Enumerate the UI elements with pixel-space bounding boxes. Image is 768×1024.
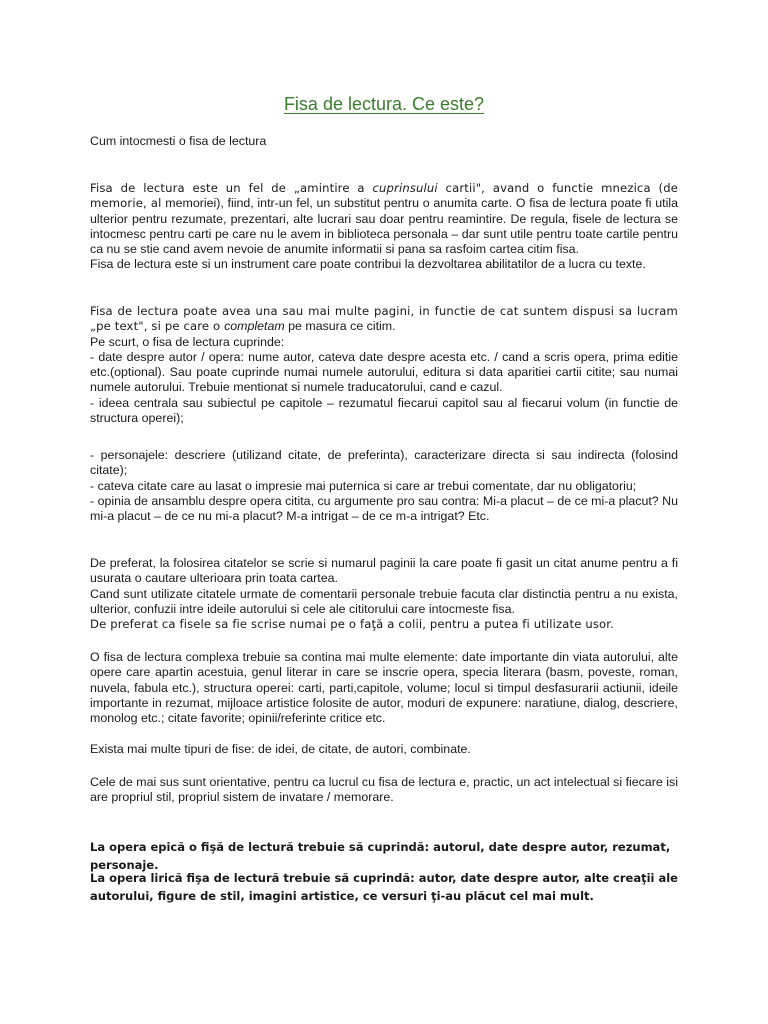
paragraph-definition — [90, 181, 678, 273]
definition-lead-tail: cartii", avand o functie mnezica (de memorie, al — [90, 181, 678, 211]
citations-c: De preferat ca fisele sa fie scrise numai pe o faţă a colii, pentru a putea fi utilizate usor. — [90, 617, 614, 632]
definition-emphasis: cuprinsului — [372, 181, 438, 195]
list-item: - personajele: descriere (utilizand citate, de preferinta), caracterizare directa si sau indirecta (folosind citate); — [90, 448, 678, 478]
contents-lead-tail: pe masura ce citim. — [284, 319, 396, 334]
paragraph-orientative: Cele de mai sus sunt orientative, pentru ca lucrul cu fisa de lectura e, practic, un act intelectual si fiecare isi are propriul stil, propriul sistem de invatare / memorare. — [90, 775, 678, 805]
definition-body: memoriei), fiind, intr-un fel, un substitut pentru o anumita carte. O fisa de lectura poate fi utila ulterior pentru rezumate, prezentari, alte lucrari sau doar pentru reamintire. De regula, fisele de lectura se intocmesc pentru carti pe care nu le avem in biblioteca personala – dar sunt utile pentru toate cartile pentru ca nu se stie cand avem nevoie de anumite informatii si pana sa rasfoim cartea citim fisa. — [90, 196, 679, 257]
citations-a: De preferat, la folosirea citatelor se scrie si numarul paginii la care poate fi gasit un citat anume pentru a fi usurata o cautare ulterioara prin toata cartea. — [90, 556, 678, 586]
subtitle: Cum intocmesti o fisa de lectura — [90, 134, 267, 148]
list-item: - date despre autor / opera: nume autor, cateva date despre acesta etc. / cand a scris opera, prima editie etc.(optional). Sau poate cuprinde numai numele autorului, editura si data aparitiei cartii citite; sau numai numele autorului. Trebuie mentionat si numele traducatorului, cand e cazul. — [90, 349, 678, 395]
contents-intro: Pe scurt, o fisa de lectura cuprinde: — [90, 334, 285, 349]
paragraph-types: Exista mai multe tipuri de fise: de idei, de citate, de autori, combinate. — [90, 742, 471, 756]
contents-lead-text: Fisa de lectura poate avea una sau mai multe pagini, in functie de cat suntem dispusi sa lucram „pe text", si pe care o — [90, 304, 678, 334]
document-title: Fisa de lectura. Ce este? — [283, 94, 485, 114]
list-item: - ideea centrala sau subiectul pe capitole – rezumatul fiecarui capitol sau al fiecarui volum (in functie de structura operei); — [90, 395, 678, 426]
contents-lead — [90, 304, 678, 335]
list-item: - opinia de ansamblu despre opera citita, cu argumente pro sau contra: Mi-a placut – de ce mi-a placut? Nu mi-a placut – de ce nu mi-a placut? M-a intrigat – de ce m-a intrigat? Etc. — [90, 493, 678, 524]
contents-emphasis: completam — [224, 319, 285, 334]
bold-note-epic: La opera epică o fişă de lectură trebuie să cuprindă: autorul, date despre autor, rezumat, personaje. — [90, 840, 671, 872]
paragraph-citations — [90, 556, 678, 632]
paragraph-definition-text — [90, 181, 678, 257]
bold-note-lyric: La opera lirică fişa de lectură trebuie să cuprindă: autor, date despre autor, alte creaţii ale autorului, figure de stil, imagini artistice, ce versuri ţi-au plăcut cel mai mult. — [90, 871, 678, 903]
citations-b: Cand sunt utilizate citatele urmate de comentarii personale trebuie facuta clar distinctia pentru a nu exista, ulterior, confuzii intre ideile autorului si cele ale cititorului care intocmeste fisa. — [90, 586, 678, 616]
paragraph-contents-continued — [90, 448, 678, 524]
definition-lead: Fisa de lectura este un fel de „amintire a — [90, 181, 373, 195]
paragraph-contents — [90, 304, 678, 426]
paragraph-complex: O fisa de lectura complexa trebuie sa contina mai multe elemente: date importante din viata autorului, alte opere care apartin acestuia, genul literar in care se inscrie opera, specia literara (basm, poveste, roman, nuvela, fabula etc.), structura operei: carti, parti,capitole, volume; locul si timpul desfasurarii actiunii, ideile importante in rezumat, mijloace artistice folosite de autor, moduri de expunere: naratiune, dialog, descriere, monolog etc.; citate favorite; opinii/referinte critice etc. — [90, 650, 678, 726]
list-item: - cateva citate care au lasat o impresie mai puternica si care ar trebui comentate, dar nu obligatoriu; — [90, 478, 637, 493]
definition-last-line: Fisa de lectura este si un instrument care poate contribui la dezvoltarea abilitatilor de a lucra cu texte. — [90, 257, 646, 272]
